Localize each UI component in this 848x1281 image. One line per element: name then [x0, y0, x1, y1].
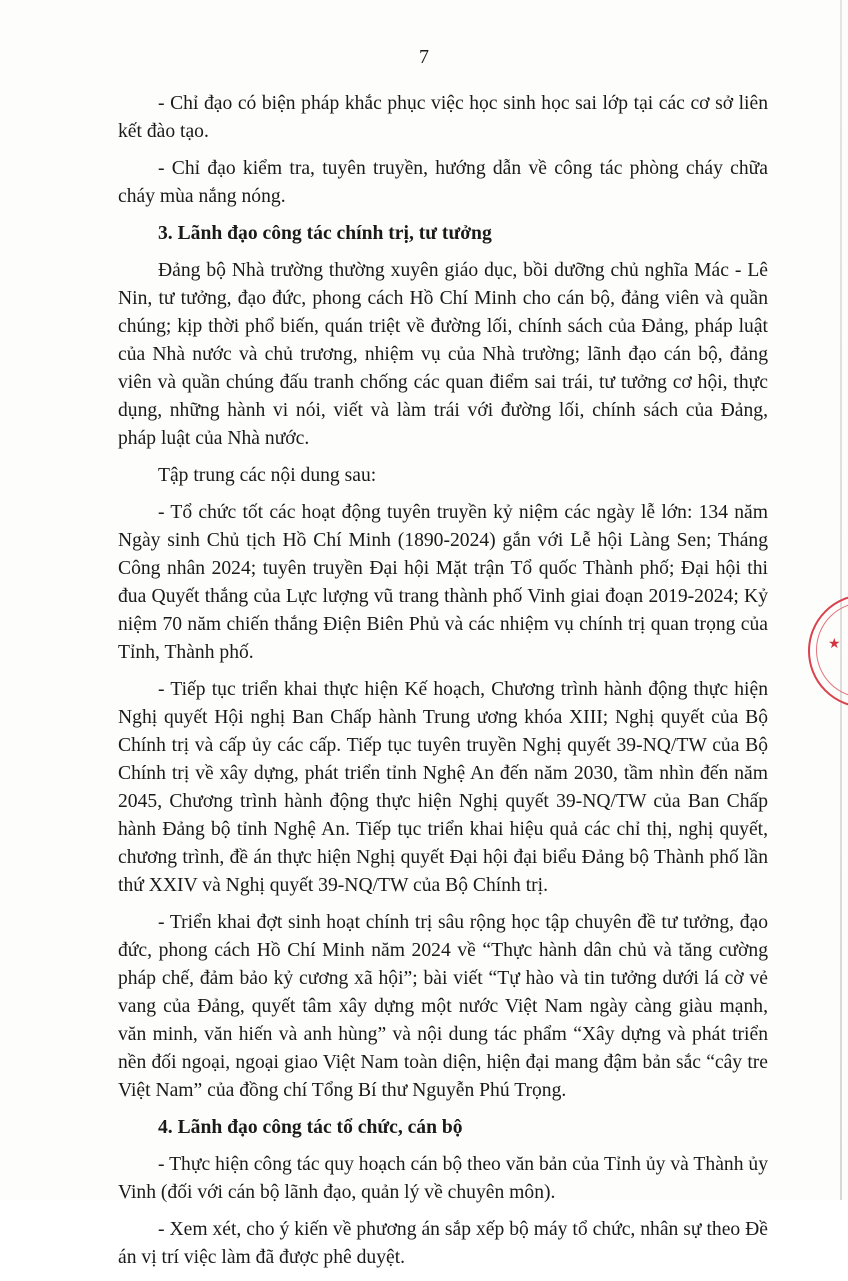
paragraph: - Xem xét, cho ý kiến về phương án sắp xếp bộ máy tổ chức, nhân sự theo Đề án vị trí việc làm đã được phê duyệt. — [118, 1219, 768, 1268]
paragraph: - Chỉ đạo có biện pháp khắc phục việc học sinh học sai lớp tại các cơ sở liên kết đào tạo. — [118, 93, 768, 142]
section-heading: 3. Lãnh đạo công tác chính trị, tư tưởng — [158, 223, 492, 244]
page-number: 7 — [419, 46, 429, 68]
paragraph: Tập trung các nội dung sau: — [158, 465, 377, 486]
paragraph: - Tổ chức tốt các hoạt động tuyên truyền kỷ niệm các ngày lễ lớn: 134 năm Ngày sinh Chủ tịch Hồ Chí Minh (1890-2024) gắn với Lễ hội Làng Sen; Tháng Công nhân 2024; tuyên truyền Đại hội Mặt trận Tổ quốc Thành phố; Đại hội thi đua Quyết thắng của Lực lượng vũ trang thành phố Vinh giai đoạn 2019-2024; Kỷ niệm 70 năm chiến thắng Điện Biên Phủ và các nhiệm vụ chính trị quan trọng của Tỉnh, Thành phố. — [118, 502, 768, 663]
paragraph: - Thực hiện công tác quy hoạch cán bộ theo văn bản của Tỉnh ủy và Thành ủy Vinh (đối với cán bộ lãnh đạo, quản lý về chuyên môn). — [118, 1154, 768, 1203]
paragraph: - Triển khai đợt sinh hoạt chính trị sâu rộng học tập chuyên đề tư tưởng, đạo đức, phong cách Hồ Chí Minh năm 2024 về “Thực hành dân chủ và tăng cường pháp chế, đảm bảo kỷ cương xã hội”; bài viết “Tự hào và tin tưởng dưới lá cờ vẻ vang của Đảng, quyết tâm xây dựng một nước Việt Nam ngày càng giàu mạnh, văn minh, văn hiến và anh hùng” và nội dung tác phẩm “Xây dựng và phát triển nền đối ngoại, ngoại giao Việt Nam toàn diện, hiện đại mang đậm bản sắc “cây tre Việt Nam” của đồng chí Tổng Bí thư Nguyễn Phú Trọng. — [118, 912, 768, 1101]
section-heading: 4. Lãnh đạo công tác tổ chức, cán bộ — [158, 1117, 463, 1138]
paragraph: Đảng bộ Nhà trường thường xuyên giáo dục, bồi dưỡng chủ nghĩa Mác - Lê Nin, tư tưởng, đạo đức, phong cách Hồ Chí Minh cho cán bộ, đảng viên và quần chúng; kịp thời phổ biến, quán triệt về đường lối, chính sách của Đảng, pháp luật của Nhà nước và chủ trương, nhiệm vụ của Nhà trường; lãnh đạo cán bộ, đảng viên và quần chúng đấu tranh chống các quan điểm sai trái, tư tưởng cơ hội, thực dụng, những hành vi nói, viết và làm trái với đường lối, chính sách của Đảng, pháp luật của Nhà nước. — [118, 260, 768, 449]
paragraph: - Tiếp tục triển khai thực hiện Kế hoạch, Chương trình hành động thực hiện Nghị quyết Hội nghị Ban Chấp hành Trung ương khóa XIII; Nghị quyết của Bộ Chính trị và cấp ủy các cấp. Tiếp tục tuyên truyền Nghị quyết 39-NQ/TW của Bộ Chính trị về xây dựng, phát triển tỉnh Nghệ An đến năm 2030, tầm nhìn đến năm 2045, Chương trình hành động thực hiện Nghị quyết 39-NQ/TW của Ban Chấp hành Đảng bộ tỉnh Nghệ An. Tiếp tục triển khai hiệu quả các chỉ thị, nghị quyết, chương trình, đề án thực hiện Nghị quyết Đại hội đại biểu Đảng bộ Thành phố lần thứ XXIV và Nghị quyết 39-NQ/TW của Bộ Chính trị. — [118, 679, 768, 896]
paragraph: - Chỉ đạo kiểm tra, tuyên truyền, hướng dẫn về công tác phòng cháy chữa cháy mùa nắng nóng. — [118, 158, 768, 207]
red-seal-stamp-icon: ★ — [808, 594, 848, 706]
document-body — [118, 90, 768, 1281]
